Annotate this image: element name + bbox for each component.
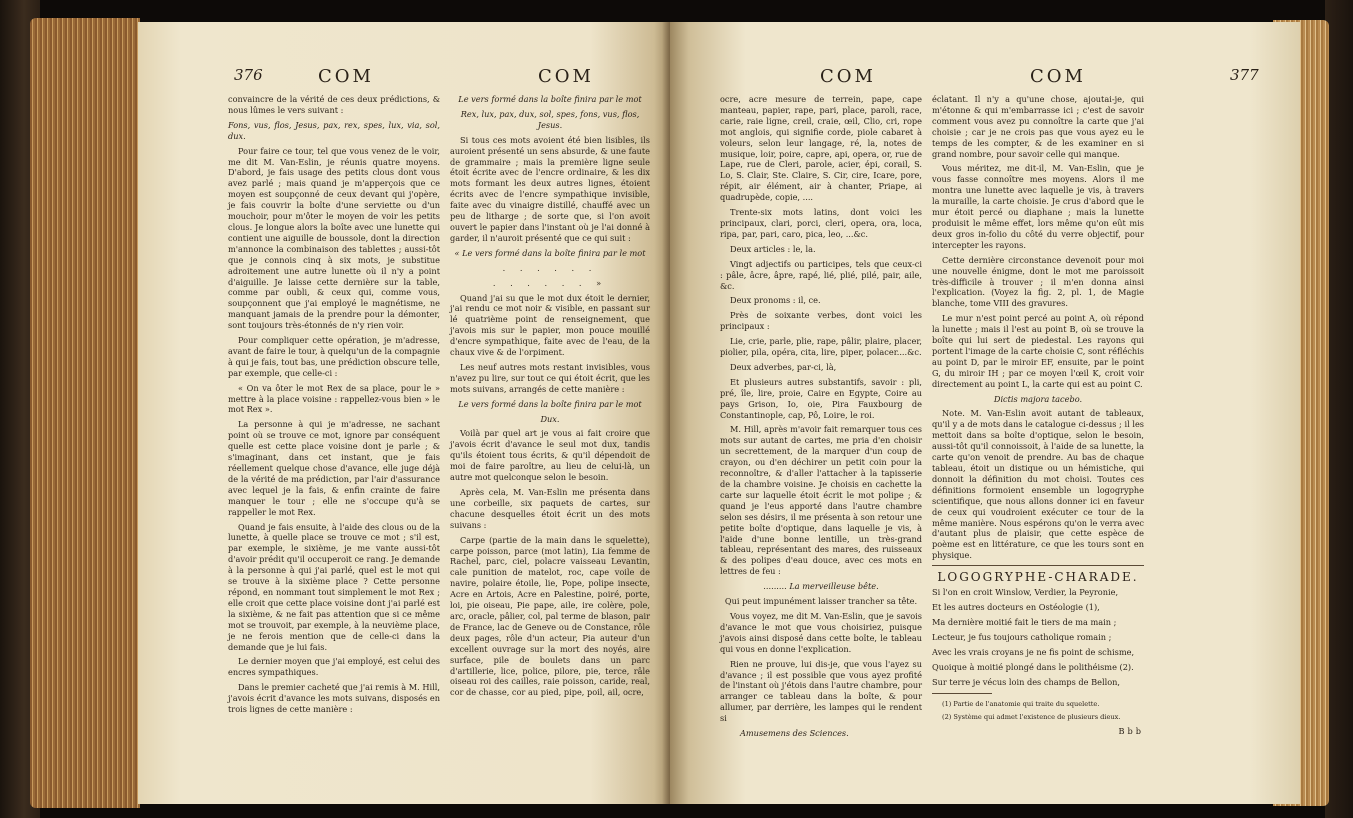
left-page-number: 376 [234,66,263,84]
paragraph: Voilà par quel art je vous ai fait croire que j'avois écrit d'avance le seul mot dux, tandis qu'ils étoient tous écrits, & qu'il dépendoit de moi de faire paroître, au lieu de celui-là, un autre mot quelconque selon le besoin. [450,428,650,483]
paragraph: Dans le premier cacheté que j'ai remis à M. Hill, j'avois écrit d'avance les mots suivans, disposés en trois lignes de cette manière : [228,682,440,715]
footnote-rule [932,693,992,694]
right-header-left: COM [820,66,876,87]
left-page [138,22,670,804]
poem-line: Quoique à moitié plongé dans le polithéisme (2). [932,661,1134,672]
left-header-right: COM [538,66,594,87]
paragraph: Vingt adjectifs ou participes, tels que ceux-ci : pâle, âcre, âpre, rapé, lié, plié, pilé, pair, aile, &c. [720,258,922,291]
paragraph: Deux adverbes, par-ci, là, [730,361,837,372]
poem-line: Avec les vrais croyans je ne fis point de schisme, [932,646,1135,657]
paragraph: Le dernier moyen que j'ai employé, est celui des encres sympathiques. [228,656,440,678]
paragraph: Quand je fais ensuite, à l'aide des clous ou de la lunette, à quelle place se trouve ce mot ; s'il est, par exemple, le sixième, je me vante aussi-tôt d'avoir prédit qu'il occuperoit ce rang. Je demande à la personne à qui j'ai parlé, quel est le mot qui se trouve à la sixième place ? Cette personne répond, en nommant tout simplement le mot Rex ; elle croit que cette place voisine dont j'ai parlé est la sixième, & ne fait pas attention que si ce même mot se trouvoit, par exemple, à la neuvième place, je ne ferois mention que de celle-ci dans la demande que je lui fais. [228,521,440,652]
paragraph: Pour faire ce tour, tel que vous venez de le voir, me dit M. Van-Eslin, je réunis quatre moyens. D'abord, je fais usage des petits clous dont vous avez parlé ; mais quand je m'apperçois que ce moyen est soupçonné de ceux devant qui j'opère, je fais couvrir la boîte d'une serviette ou d'un mouchoir, pour m'ôter le moyen de voir les petits clous. Je longue alors la boîte avec une lunette qui contient une aiguille de boussole, dont la direction m'annonce la combinaison des tablettes ; aussi-tôt que je connois cinq à six mots, je substitue adroitement une autre lunette où il n'y a point d'aiguille. Je laisse cette dernière sur la table, comme par oubli, & ceux qui, comme vous, soupçonnent que j'ai employé le magnétisme, ne manquant jamais de la prendre pour la démonter, sont toujours très-étonnés de n'y rien voir. [228,145,440,331]
paragraph: éclatant. Il n'y a qu'une chose, ajoutai-je, qui m'étonne & qui m'embarrasse ici ; c'est de savoir comment vous avez pu connoître la carte que j'ai choisie ; car je ne crois pas que vous ayez eu le temps de les compter, & de les examiner en si grand nombre, pour savoir celle qui manque. [932,94,1144,159]
page-edges-left [30,18,140,808]
verse-line: Rex, lux, pax, dux, sol, spes, fons, vus, flos, Jesus. [460,108,640,130]
paragraph: Après cela, M. Van-Eslin me présenta dans une corbeille, six paquets de cartes, sur chacune desquelles étoit écrit un des mots suivans : [450,487,650,530]
paragraph: Deux articles : le, la. [730,243,816,254]
verse-line: Fons, vus, flos, Jesus, pax, rex, spes, lux, via, sol, dux. [228,119,440,141]
note-paragraph: Note. M. Van-Eslin avoit autant de tableaux, qu'il y a de mots dans le catalogue ci-dessus ; il les mettoit dans sa boîte d'optique, selon le besoin, aussi-tôt qu'il connoissoit, à l'aide de sa lunette, la carte qu'on venoit de prendre. Au bas de chaque tableau, étoit un distique ou un hémistiche, qui donnoit la définition du mot choisi. Toutes ces définitions formoient ensemble un logogryphe scientifique, que nous allons donner ici en faveur de ceux qui voudroient exécuter ce tour de la même manière. Nous espérons qu'on le verra avec d'autant plus de plaisir, que cette espèce de poème est en littérature, ce que les tours sont en physique. [932,408,1144,561]
paragraph: M. Hill, après m'avoir fait remarquer tous ces mots sur autant de cartes, me pria d'en choisir un secrettement, de la marquer d'un coup de crayon, ou d'en déchirer un petit coin pour la reconnoître, & d'aller l'attacher à la tapisserie de la chambre voisine. Je choisis en cachette la carte sur laquelle étoit écrit le mot polipe ; & quand je l'eus apporté dans l'autre chambre selon ses désirs, il me présenta à son retour une petite boîte d'optique, dans laquelle je vis, à l'aide d'une bonne lentille, un très-grand tableau, représentant des mares, des ruisseaux & des polipes d'eau douce, avec ces mots en lettres de feu : [720,424,922,577]
footnote: (2) Système qui admet l'existence de plusieurs dieux. [942,713,1121,722]
paragraph: convaincre de la vérité de ces deux prédictions, & nous lûmes le vers suivant : [228,94,440,115]
paragraph: Le mur n'est point percé au point A, où répond la lunette ; mais il l'est au point B, où se trouve la boîte qui lui sert de piedestal. Les rayons qui portent l'image de la carte choisie C, sont réfléchis au point D, par le miroir EF, ensuite, par le point G, du miroir IH ; par ce moyen l'œil K, croit voir directement au point L, la carte qui est au point C. [932,313,1145,389]
poem-line: Lecteur, je fus toujours catholique romain ; [932,631,1112,642]
catchword: Amusemens des Sciences. [740,728,849,739]
left-header-left: COM [318,66,374,87]
footnote: (1) Partie de l'anatomie qui traite du squelette. [942,700,1100,709]
paragraph: Vous voyez, me dit M. Van-Eslin, que je savois d'avance le mot que vous choisiriez, puisque j'avois ainsi disposé dans cette boîte, le tableau qui vous en donne l'explication. [720,610,922,654]
paragraph: Lie, crie, parle, plie, rape, pâlir, plaire, placer, piolier, pila, opéra, cita, lire, piper, polacer....&c. [720,336,922,358]
paragraph: Pour compliquer cette opération, je m'adresse, avant de faire le tour, à quelqu'un de la compagnie à qui je fais, tout bas, une prédiction obscure telle, par exemple, que celle-ci : [228,335,440,378]
verse-line: Le vers formé dans la boîte finira par le mot [458,94,642,104]
verse-line: ......... La merveilleuse bête. [763,581,879,592]
paragraph: Vous méritez, me dit-il, M. Van-Eslin, que je vous fasse connoître mes moyens. Alors il me montra une lunette avec laquelle je vis, à travers la muraille, la carte choisie. Je crus d'abord que le mur étoit percé ou diaphane ; mais la lunette produisit le même effet, lors même qu'on eût mis deux gros in-folio du côté du verre objectif, pour intercepter les rayons. [932,163,1144,250]
paragraph: Si tous ces mots avoient été bien lisibles, ils auroient présenté un sens absurde, & une faute de grammaire ; mais la première ligne seule étoit écrite avec de l'encre ordinaire, & les dix mots formant les deux autres lignes, étoient écrits avec de l'encre sympathique invisible, faite avec du vinaigre distillé, chauffé avec un peu de litharge ; de sorte que, si l'on avoit ouvert le papier dans l'instant où je l'ai donné à garder, il n'auroit présenté que ce qui suit : [450,134,650,243]
poem-line: Et les autres docteurs en Ostéologie (1), [932,601,1100,612]
dotted-line: . . . . . . [502,262,598,273]
section-rule [932,565,1144,566]
paragraph: Quand j'ai su que le mot dux étoit le dernier, j'ai rendu ce mot noir & visible, en passant sur lé quatrième point de renseignement, que j'avois mis sur le papier, mon pouce mouillé d'encre sympathique, faite avec de l'eau, de la chaux vive & de l'orpiment. [450,292,650,358]
paragraph: Trente-six mots latins, dont voici les principaux, clari, porci, cleri, opera, ora, loca, ripa, par, pari, caro, pica, leo, ...&c. [720,207,922,239]
right-column-1 [720,94,922,743]
signature-mark: Bbb [1118,726,1144,736]
poem-line: Ma dernière moitié fait le tiers de ma main ; [932,616,1117,627]
paragraph: La personne à qui je m'adresse, ne sachant point où se trouve ce mot, ignore par conséquent quelle est cette place voisine dont je parle ; & s'imaginant, dans cet instant, que je fais réellement quelque chose d'avance, elle juge déjà de la vérité de ma prédiction, par l'air d'assurance avec lequel je la fais, & enfin crainte de faire manquer le tour ; elle ne s'occupe qu'à se rappeller le mot Rex. [228,419,440,517]
paragraph: Les neuf autres mots restant invisibles, vous n'avez pu lire, sur tout ce qui étoit écrit, que les mots suivans, arrangés de cette manière : [450,361,650,394]
verse-line: « Le vers formé dans la boîte finira par le mot [454,247,646,258]
poem-line: Sur terre je vécus loin des champs de Bellon, [932,676,1121,687]
left-column-2 [450,94,650,702]
right-page-number: 377 [1230,66,1259,84]
paragraph: Deux pronoms : il, ce. [730,295,821,306]
right-header-right: COM [1030,66,1086,87]
dotted-line: . . . . . . » [492,277,608,288]
paragraph: Et plusieurs autres substantifs, savoir : pli, pré, île, lire, proie, Caire en Egypte, Coire au pays Grison, Io, oie, Pira Fauxbourg de Constantinople, cap, Pô, Loire, le roi. [720,376,922,420]
verse-line: Le vers formé dans la boîte finira par le mot [458,398,642,409]
paragraph: Près de soixante verbes, dont voici les principaux : [720,310,922,332]
verse-line: Dux. [540,413,560,424]
word-list: ocre, acre mesure de terrein, pape, cape manteau, papier, rape, pari, place, paroli, race, carie, raie ligne, creil, craie, œil, Clio, cri, rope mot anglois, qui signifie corde, piole cabaret à voleurs, selon leur langage, ré, la, notes de musique, loir, poire, capre, api, opera, or, rue de Lape, rue de Cleri, parole, acier, épi, corail, S. Lo, S. Clair, Ste. Claire, S. Cir, cire, Icare, pore, répit, air élément, air à chanter, Priape, ai quadrupède, copie, .... [720,94,922,203]
section-title: LOGOGRYPHE-CHARADE. [937,570,1139,585]
right-column-2 [932,94,1144,741]
word-list: Carpe (partie de la main dans le squelette), carpe poisson, parce (mot latin), Lia femme de Rachel, parc, ciel, polacre vaisseau Levantin, cale punition de matelot, roc, cape voile de navire, polaire étoile, lie, Pope, polipe insecte, Acre en Artois, Acre en Palestine, poiré, porte, loi, pie oiseau, Pie pape, aile, ire colère, pole, arc, oracle, pâlier, col, pal terme de blason, pair de France, lac de Geneve ou de Constance, rôle deux pages, rôle d'un acteur, Pia auteur d'un excellent ouvrage sur la mort des noyés, aire surface, pile de boulets dans un parc d'artillerie, lice, police, pilore, pie, terce, râle oiseau roi des cailles, raie poisson, caride, real, cor de chasse, cor au pied, pipe, poil, ail, ocre, [450,534,650,698]
right-page [670,22,1300,804]
paragraph: Cette dernière circonstance devenoit pour moi une nouvelle énigme, dont le mot me paroissoit très-difficile à trouver ; il m'en donna ainsi l'explication. (Voyez la fig. 2, pl. 1, de Magie blanche, tome VIII des gravures. [932,254,1144,309]
book-cover-right [1325,0,1353,818]
left-column-1 [228,94,440,719]
paragraph: Rien ne prouve, lui dis-je, que vous l'ayez su d'avance ; il est possible que vous ayez profité de l'instant où j'étois dans l'autre chambre, pour arranger ce tableau dans la boîte, & pour allumer, par derrière, les lampes qui le rendent si [720,658,923,724]
poem-line: Si l'on en croit Winslow, Verdier, la Peyronie, [932,587,1119,598]
latin-motto: Dictis majora tacebo. [993,393,1083,404]
quotation: « On va ôter le mot Rex de sa place, pour le » mettre à la place voisine : rappellez-vous bien » le mot Rex ». [228,382,440,415]
verse-line: Qui peut impunément laisser trancher sa tête. [724,596,918,607]
